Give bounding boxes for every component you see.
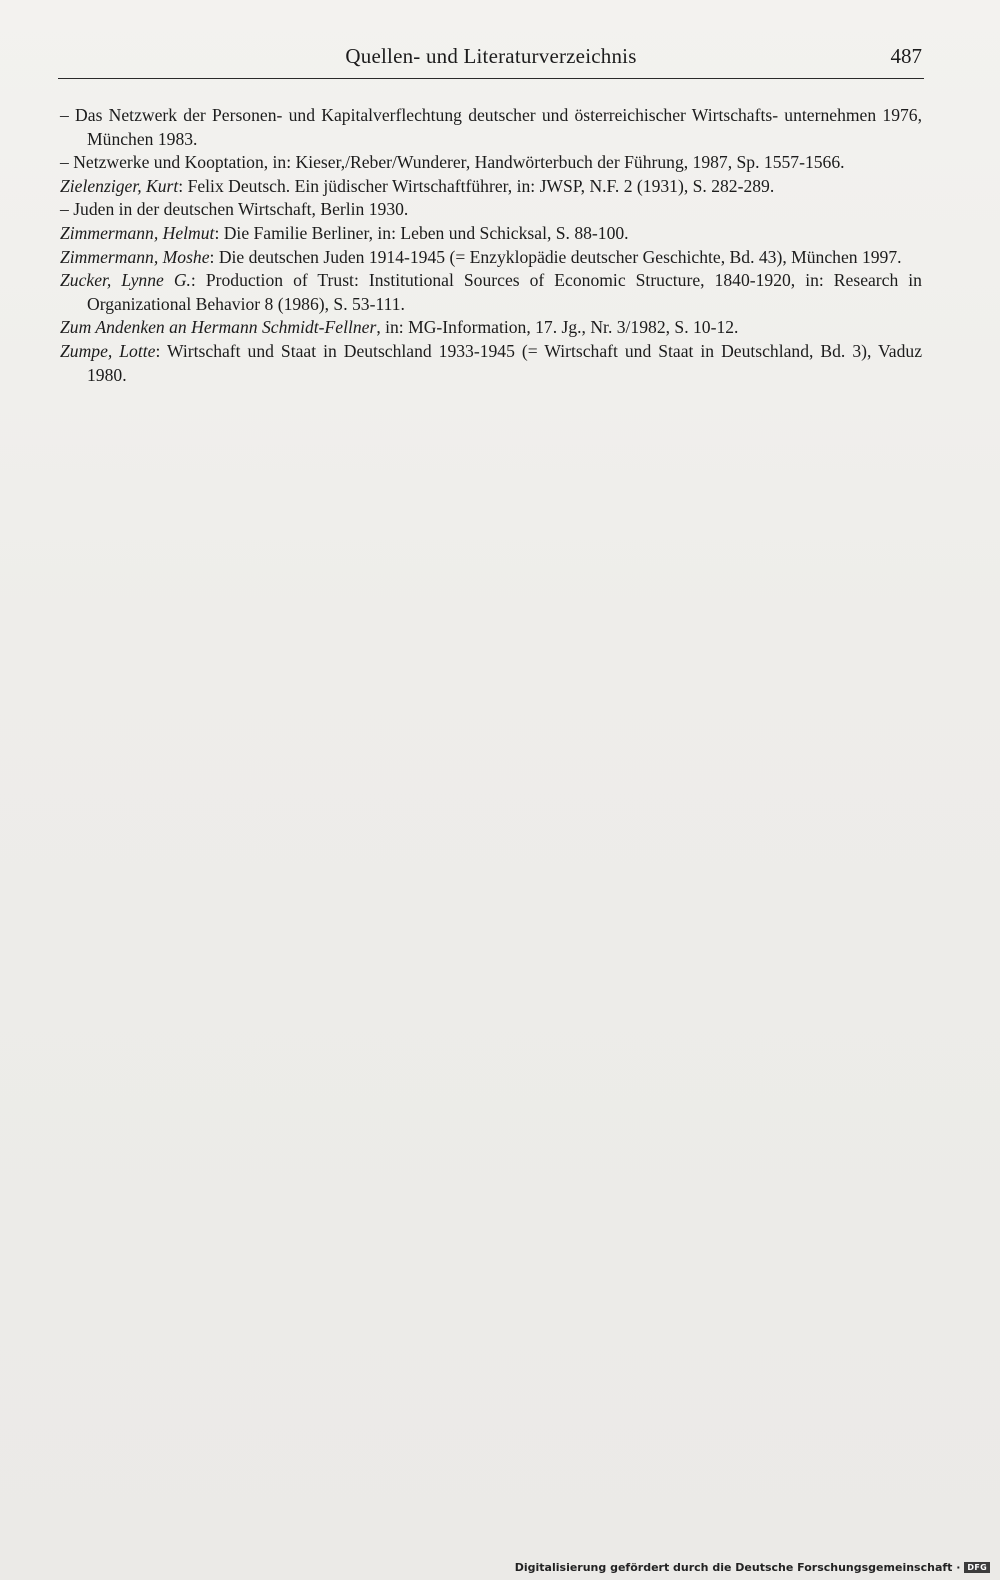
bibliography-entry <box>60 151 922 175</box>
bibliography-entry <box>60 246 922 270</box>
bibliography-entry <box>60 175 922 199</box>
bibliography-list <box>60 104 922 387</box>
entry-text: – Das Netzwerk der Personen- und Kapitalverflechtung deutscher und österreichischer Wirtschafts- unternehmen 1976, München 1983. <box>60 105 922 149</box>
running-head <box>58 44 924 79</box>
entry-text: , in: MG-Information, 17. Jg., Nr. 3/1982, S. 10-12. <box>376 317 739 338</box>
digitization-footer <box>515 1561 990 1574</box>
entry-author: Zimmermann, Moshe <box>60 246 210 267</box>
entry-author: Zielenziger, Kurt <box>60 175 179 196</box>
page-number: 487 <box>890 44 922 68</box>
entry-author: Zimmermann, Helmut <box>60 222 215 243</box>
entry-text: : Felix Deutsch. Ein jüdischer Wirtschaftführer, in: JWSP, N.F. 2 (1931), S. 282-289. <box>178 175 775 196</box>
entry-text: : Wirtschaft und Staat in Deutschland 1933-1945 (= Wirtschaft und Staat in Deutschland, Bd. 3), Vaduz 1980. <box>87 340 923 385</box>
entry-text: – Juden in der deutschen Wirtschaft, Berlin 1930. <box>60 199 409 220</box>
entry-text: – Netzwerke und Kooptation, in: Kieser,/Reber/Wunderer, Handwörterbuch der Führung, 1987, Sp. 1557-1566. <box>60 152 845 173</box>
footer-text: Digitalisierung gefördert durch die Deutsche Forschungsgemeinschaft · <box>514 1561 961 1574</box>
entry-author: Zum Andenken an Hermann Schmidt-Fellner <box>60 317 377 338</box>
entry-author: Zucker, Lynne G. <box>60 270 191 291</box>
bibliography-entry <box>60 222 922 246</box>
bibliography-entry <box>60 104 922 151</box>
running-title: Quellen- und Literaturverzeichnis <box>345 44 637 68</box>
bibliography-entry <box>60 340 922 387</box>
entry-author: Zumpe, Lotte <box>60 340 156 361</box>
entry-text: : Die deutschen Juden 1914-1945 (= Enzyklopädie deutscher Geschichte, Bd. 43), München 1997. <box>209 246 902 267</box>
bibliography-entry <box>60 316 922 340</box>
bibliography-entry <box>60 269 922 316</box>
bibliography-entry <box>60 198 922 222</box>
entry-text: : Production of Trust: Institutional Sources of Economic Structure, 1840-1920, in: Research in Organizational Behavior 8 (1986), S. 53-111. <box>87 270 922 314</box>
dfg-logo: DFG <box>964 1562 990 1573</box>
entry-text: : Die Familie Berliner, in: Leben und Schicksal, S. 88-100. <box>214 222 629 243</box>
